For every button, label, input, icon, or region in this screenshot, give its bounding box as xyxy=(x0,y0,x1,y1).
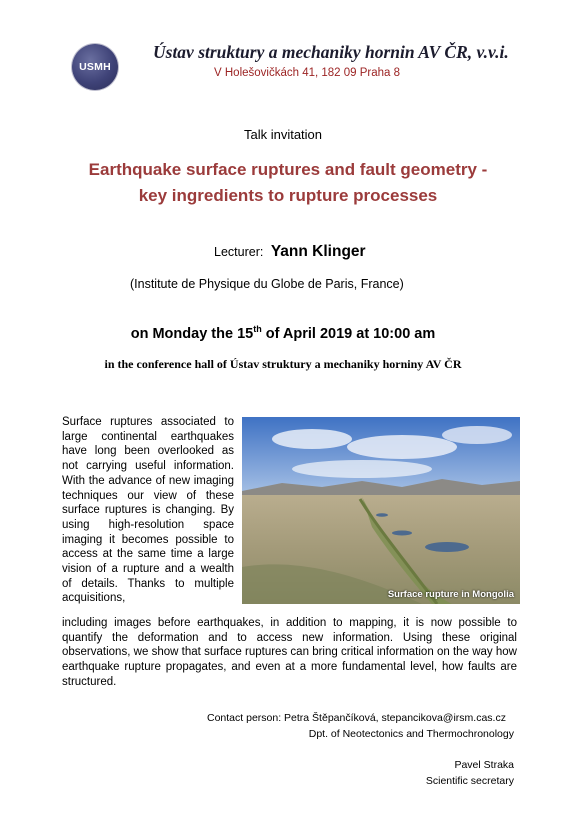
talk-venue: in the conference hall of Ústav struktury a mechaniky horniny AV ČR xyxy=(104,357,462,371)
institute-address: V Holešovičkách 41, 182 09 Praha 8 xyxy=(214,67,401,79)
talk-title-line-2: key ingredients to rupture processes xyxy=(138,186,438,205)
date-ordinal: th xyxy=(253,324,262,334)
contact-person: Contact person: Petra Štěpančíková, stepancikova@irsm.cas.cz xyxy=(207,712,506,724)
lecturer-label: Lecturer: xyxy=(214,245,264,259)
date-prefix: on Monday the 15 xyxy=(130,325,254,342)
mongolia-rupture-photo xyxy=(242,417,520,604)
signature-name: Pavel Straka xyxy=(454,759,514,771)
contact-department: Dpt. of Neotectonics and Thermochronology xyxy=(308,728,514,740)
talk-title-line-1: Earthquake surface ruptures and fault geometry - xyxy=(88,160,488,179)
photo-caption: Surface rupture in Mongolia xyxy=(387,589,514,600)
signature-role: Scientific secretary xyxy=(425,775,514,787)
talk-date xyxy=(0,324,566,342)
lecturer-affiliation: (Institute de Physique du Globe de Paris, France) xyxy=(130,277,404,291)
logo-text: USMH xyxy=(79,61,111,73)
institute-name: Ústav struktury a mechaniky hornin AV ČR, v.v.i. xyxy=(153,42,509,62)
abstract-part-2: including images before earthquakes, in addition to mapping, it is now possible to quantify the deformation and to access new information. Using these original observations, we show that surface ruptures can bring critical information on the way how earthquake rupture propagates, and even at a more fundamental level, how faults are structured. xyxy=(62,617,517,688)
talk-invitation-label: Talk invitation xyxy=(243,127,323,142)
abstract-part-1: Surface ruptures associated to large continental earthquakes have long been overlooked as not carrying useful information. With the advance of new imaging techniques our view of these surface ruptures is changing. By using high-resolution space imaging it becomes possible to access at the same time a large vision of a rupture and a wealth of details. Thanks to multiple acquisitions, xyxy=(62,416,234,605)
talk-title xyxy=(40,157,536,209)
usmh-logo xyxy=(72,44,118,90)
lecturer-name: Yann Klinger xyxy=(270,243,366,260)
lecturer-line xyxy=(214,243,366,261)
date-rest: of April 2019 at 10:00 am xyxy=(261,325,436,342)
